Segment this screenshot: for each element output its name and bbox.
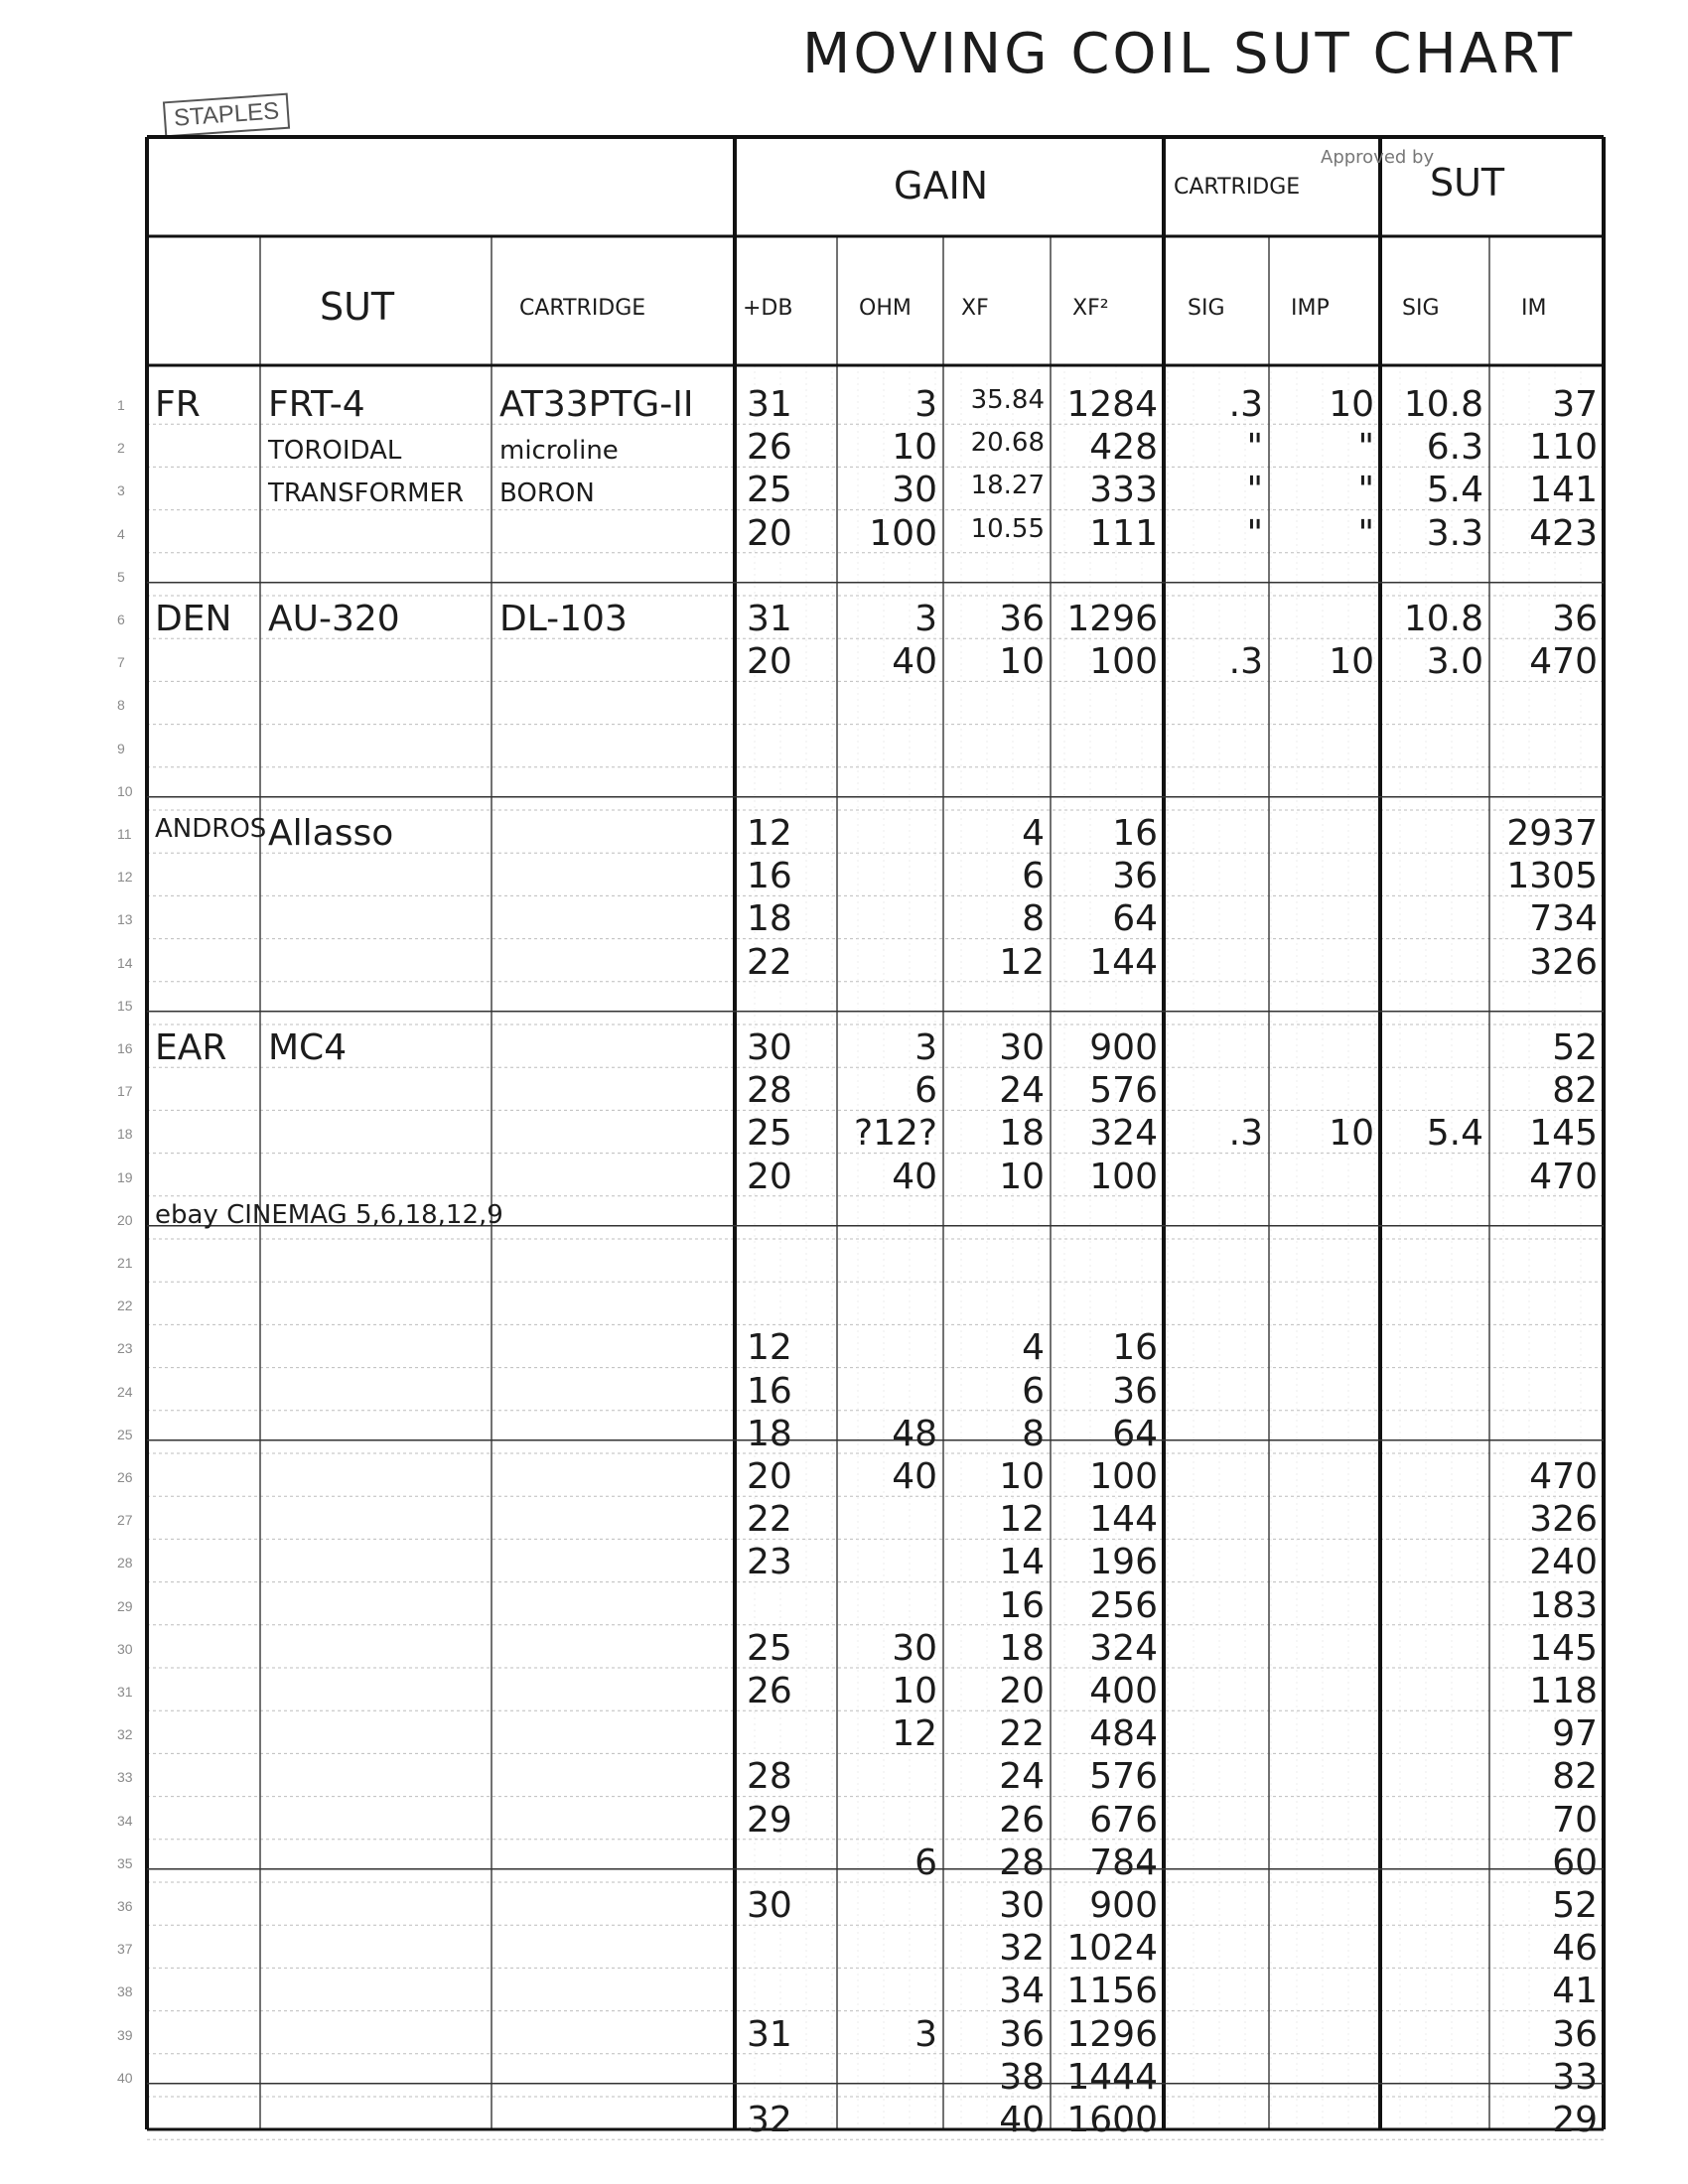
cell-ssig: 3.0 [1426, 641, 1483, 683]
cell-xf2: 576 [1089, 1070, 1158, 1112]
row-number: 14 [117, 954, 133, 971]
cell-ohm: 30 [892, 1627, 937, 1669]
cell-im: 70 [1552, 1799, 1598, 1841]
note-sut: TOROIDAL [268, 436, 402, 467]
cell-db: 18 [747, 1413, 792, 1454]
cell-xf2: 1296 [1066, 2013, 1158, 2055]
header-gain: GAIN [894, 164, 989, 207]
cell-xf2: 1284 [1066, 384, 1158, 425]
cell-ohm: 40 [892, 1456, 937, 1497]
cell-xf: 20 [999, 1671, 1045, 1711]
cell-ohm: 30 [892, 470, 937, 511]
cell-xf2: 1444 [1066, 2056, 1158, 2098]
cell-cimp: " [1357, 512, 1374, 554]
cell-im: 470 [1529, 1156, 1598, 1197]
cell-xf2: 64 [1112, 1413, 1158, 1454]
cell-ssig: 5.4 [1426, 470, 1483, 511]
cell-db: 29 [747, 1799, 792, 1841]
column-header-sut: SUT [320, 285, 395, 329]
cell-im: 145 [1529, 1627, 1598, 1669]
cell-ohm: 6 [914, 1842, 937, 1883]
cell-ohm: 3 [914, 2013, 937, 2055]
cell-im: 82 [1552, 1756, 1598, 1798]
row-number: 20 [117, 1211, 133, 1228]
cell-cimp: " [1357, 427, 1374, 469]
cell-xf: 35.84 [970, 385, 1045, 415]
row-number: 11 [117, 826, 132, 842]
row-number: 22 [117, 1297, 133, 1314]
cell-xf: 4 [1022, 813, 1045, 854]
row-number: 36 [117, 1898, 133, 1914]
row-number: 24 [117, 1383, 133, 1400]
cell-db: 16 [747, 856, 792, 897]
cell-xf: 38 [999, 2056, 1045, 2098]
header-cartridge: CARTRIDGE [1174, 175, 1301, 200]
cell-ohm: 3 [914, 384, 937, 425]
cell-cimp: 10 [1329, 384, 1374, 425]
cell-xf2: 100 [1089, 1156, 1158, 1197]
row-number: 37 [117, 1941, 133, 1958]
row-number: 33 [117, 1769, 133, 1786]
cell-db: 30 [747, 1885, 792, 1926]
note-brand: ebay CINEMAG 5,6,18,12,9 [155, 1199, 503, 1230]
cell-im: 36 [1552, 2013, 1598, 2055]
cell-ohm: 3 [914, 1027, 937, 1068]
cell-im: 141 [1529, 470, 1598, 511]
row-number: 29 [117, 1597, 133, 1614]
row-number: 6 [117, 612, 125, 627]
cell-xf2: 484 [1089, 1713, 1158, 1755]
cell-db: 20 [747, 512, 792, 554]
cell-xf2: 900 [1089, 1885, 1158, 1926]
cell-csig: " [1246, 512, 1263, 554]
cell-db: 28 [747, 1756, 792, 1798]
row-number: 2 [117, 440, 125, 457]
cell-im: 97 [1552, 1713, 1598, 1755]
row-number: 1 [117, 397, 125, 413]
cell-xf2: 900 [1089, 1027, 1158, 1068]
column-header-ohm: OHM [859, 296, 912, 321]
column-header-ssig: SIG [1402, 296, 1440, 321]
cell-im: 183 [1529, 1584, 1598, 1626]
header-sut: SUT [1430, 161, 1505, 205]
row-number: 9 [117, 740, 125, 756]
row-number: 30 [117, 1640, 133, 1657]
cell-xf: 32 [999, 1928, 1045, 1970]
cell-im: 1305 [1506, 856, 1598, 897]
row-number: 23 [117, 1340, 133, 1357]
cell-xf: 14 [999, 1542, 1045, 1583]
column-header-db: +DB [743, 296, 793, 321]
cell-db: 25 [747, 470, 792, 511]
note-cart: BORON [499, 478, 595, 509]
cell-xf: 20.68 [970, 428, 1045, 459]
column-header-xf2: XF² [1072, 296, 1109, 321]
cell-im: 240 [1529, 1542, 1598, 1583]
cell-im: 145 [1529, 1113, 1598, 1155]
cell-db: 20 [747, 1456, 792, 1497]
column-header-im: IM [1521, 296, 1547, 321]
column-header-xf: XF [961, 296, 989, 321]
row-number: 40 [117, 2069, 133, 2086]
cell-ssig: 5.4 [1426, 1113, 1483, 1155]
cell-ssig: 10.8 [1403, 599, 1483, 639]
cell-db: 12 [747, 1327, 792, 1369]
cell-xf: 24 [999, 1756, 1045, 1798]
column-header-csig: SIG [1188, 296, 1225, 321]
cell-im: 470 [1529, 641, 1598, 683]
cell-xf: 40 [999, 2100, 1045, 2140]
row-number: 12 [117, 869, 133, 886]
cell-ssig: 6.3 [1426, 427, 1483, 469]
row-number: 17 [117, 1083, 133, 1100]
note-brand: FR [155, 384, 201, 425]
row-number: 7 [117, 654, 125, 671]
cell-ssig: 3.3 [1426, 512, 1483, 554]
cell-ohm: 48 [892, 1413, 937, 1454]
row-number: 32 [117, 1726, 133, 1743]
cell-xf: 4 [1022, 1327, 1045, 1369]
cell-xf2: 1296 [1066, 599, 1158, 639]
cell-ohm: 3 [914, 599, 937, 639]
cell-db: 22 [747, 941, 792, 983]
cell-xf: 22 [999, 1713, 1045, 1755]
cell-xf: 12 [999, 941, 1045, 983]
cell-db: 23 [747, 1542, 792, 1583]
cell-im: 41 [1552, 1971, 1598, 2012]
note-sut: TRANSFORMER [268, 478, 465, 509]
page-title: MOVING COIL SUT CHART [802, 22, 1576, 86]
cell-im: 60 [1552, 1842, 1598, 1883]
row-number: 3 [117, 482, 125, 499]
cell-db: 31 [747, 384, 792, 425]
cell-im: 326 [1529, 941, 1598, 983]
cell-xf2: 1600 [1066, 2100, 1158, 2140]
row-number: 19 [117, 1168, 133, 1185]
cell-xf2: 111 [1089, 512, 1158, 554]
cell-im: 37 [1552, 384, 1598, 425]
cell-im: 118 [1529, 1671, 1598, 1711]
cell-xf2: 144 [1089, 941, 1158, 983]
cell-xf: 12 [999, 1499, 1045, 1541]
row-number: 4 [117, 525, 125, 542]
cell-xf2: 400 [1089, 1671, 1158, 1711]
row-number: 25 [117, 1426, 133, 1442]
cell-xf: 30 [999, 1027, 1045, 1068]
note-sut: FRT-4 [268, 384, 365, 425]
cell-im: 52 [1552, 1027, 1598, 1068]
cell-xf: 10.55 [970, 513, 1045, 544]
cell-xf2: 144 [1089, 1499, 1158, 1541]
cell-xf2: 324 [1089, 1113, 1158, 1155]
cell-xf2: 1156 [1066, 1971, 1158, 2012]
cell-db: 31 [747, 2013, 792, 2055]
cell-xf: 36 [999, 2013, 1045, 2055]
cell-xf: 26 [999, 1799, 1045, 1841]
cell-db: 22 [747, 1499, 792, 1541]
cell-xf: 30 [999, 1885, 1045, 1926]
cell-xf: 10 [999, 641, 1045, 683]
cell-db: 32 [747, 2100, 792, 2140]
row-number: 34 [117, 1812, 133, 1829]
cell-cimp: 10 [1329, 641, 1374, 683]
cell-xf2: 100 [1089, 641, 1158, 683]
cell-xf2: 36 [1112, 1370, 1158, 1412]
cell-xf: 10 [999, 1156, 1045, 1197]
row-number: 5 [117, 568, 125, 585]
cell-cimp: " [1357, 470, 1374, 511]
note-sut: Allasso [268, 813, 394, 854]
row-number: 35 [117, 1854, 133, 1871]
cell-ohm: 10 [892, 1671, 937, 1711]
cell-ohm: 40 [892, 1156, 937, 1197]
cell-xf: 6 [1022, 856, 1045, 897]
cell-xf2: 428 [1089, 427, 1158, 469]
cell-csig: " [1246, 470, 1263, 511]
cell-db: 30 [747, 1027, 792, 1068]
cell-im: 29 [1552, 2100, 1598, 2140]
row-number: 39 [117, 2026, 133, 2043]
cell-csig: .3 [1228, 641, 1263, 683]
column-header-cimp: IMP [1291, 296, 1330, 321]
row-number: 31 [117, 1684, 133, 1700]
cell-xf2: 100 [1089, 1456, 1158, 1497]
cell-db: 26 [747, 427, 792, 469]
cell-im: 110 [1529, 427, 1598, 469]
column-header-cart: CARTRIDGE [519, 296, 646, 321]
note-cart: microline [499, 436, 619, 467]
note-brand: ANDROS [155, 814, 267, 844]
row-number: 18 [117, 1126, 133, 1143]
cell-im: 470 [1529, 1456, 1598, 1497]
cell-im: 33 [1552, 2056, 1598, 2098]
cell-db: 25 [747, 1113, 792, 1155]
cell-db: 31 [747, 599, 792, 639]
row-number: 8 [117, 697, 125, 714]
cell-im: 52 [1552, 1885, 1598, 1926]
cell-ssig: 10.8 [1403, 384, 1483, 425]
cell-im: 46 [1552, 1928, 1598, 1970]
cell-ohm: 100 [869, 512, 937, 554]
cell-xf2: 16 [1112, 1327, 1158, 1369]
row-number: 13 [117, 911, 133, 928]
note-cart: AT33PTG-II [499, 384, 694, 425]
cell-db: 20 [747, 1156, 792, 1197]
note-brand: DEN [155, 599, 232, 639]
cell-ohm: 10 [892, 427, 937, 469]
cell-xf: 8 [1022, 898, 1045, 940]
cell-im: 734 [1529, 898, 1598, 940]
cell-cimp: 10 [1329, 1113, 1374, 1155]
cell-db: 25 [747, 1627, 792, 1669]
cell-im: 326 [1529, 1499, 1598, 1541]
row-number: 26 [117, 1469, 133, 1485]
cell-xf2: 16 [1112, 813, 1158, 854]
cell-xf2: 36 [1112, 856, 1158, 897]
note-sut: AU-320 [268, 599, 400, 639]
cell-xf2: 576 [1089, 1756, 1158, 1798]
cell-csig: .3 [1228, 1113, 1263, 1155]
cell-im: 2937 [1506, 813, 1598, 854]
row-number: 16 [117, 1040, 133, 1056]
cell-db: 26 [747, 1671, 792, 1711]
cell-xf: 34 [999, 1971, 1045, 2012]
cell-xf: 24 [999, 1070, 1045, 1112]
cell-xf: 18 [999, 1113, 1045, 1155]
row-number: 38 [117, 1983, 133, 2000]
note-sut: MC4 [268, 1027, 348, 1068]
row-number: 27 [117, 1512, 133, 1529]
cell-db: 12 [747, 813, 792, 854]
row-number: 10 [117, 782, 133, 799]
cell-xf: 6 [1022, 1370, 1045, 1412]
cell-db: 20 [747, 641, 792, 683]
cell-xf2: 676 [1089, 1799, 1158, 1841]
cell-im: 423 [1529, 512, 1598, 554]
cell-ohm: 12 [892, 1713, 937, 1755]
cell-xf: 16 [999, 1584, 1045, 1626]
cell-xf: 18.27 [970, 471, 1045, 501]
row-number: 28 [117, 1555, 133, 1571]
cell-xf2: 324 [1089, 1627, 1158, 1669]
note-brand: EAR [155, 1027, 227, 1068]
note-cart: DL-103 [499, 599, 628, 639]
row-number: 21 [117, 1255, 133, 1271]
cell-db: 18 [747, 898, 792, 940]
cell-csig: " [1246, 427, 1263, 469]
cell-xf2: 784 [1089, 1842, 1158, 1883]
cell-xf: 28 [999, 1842, 1045, 1883]
row-number: 15 [117, 997, 133, 1014]
cell-ohm: 40 [892, 641, 937, 683]
cell-csig: .3 [1228, 384, 1263, 425]
cell-xf2: 256 [1089, 1584, 1158, 1626]
cell-xf2: 333 [1089, 470, 1158, 511]
cell-db: 28 [747, 1070, 792, 1112]
cell-im: 36 [1552, 599, 1598, 639]
cell-xf2: 1024 [1066, 1928, 1158, 1970]
cell-xf: 8 [1022, 1413, 1045, 1454]
staples-logo-stamp: STAPLES [163, 93, 290, 138]
cell-xf2: 64 [1112, 898, 1158, 940]
cell-ohm: 6 [914, 1070, 937, 1112]
approved-by-label: Approved by [1321, 147, 1435, 168]
cell-ohm: ?12? [853, 1113, 937, 1155]
cell-db: 16 [747, 1370, 792, 1412]
cell-xf: 36 [999, 599, 1045, 639]
cell-xf2: 196 [1089, 1542, 1158, 1583]
cell-xf: 10 [999, 1456, 1045, 1497]
cell-xf: 18 [999, 1627, 1045, 1669]
cell-im: 82 [1552, 1070, 1598, 1112]
